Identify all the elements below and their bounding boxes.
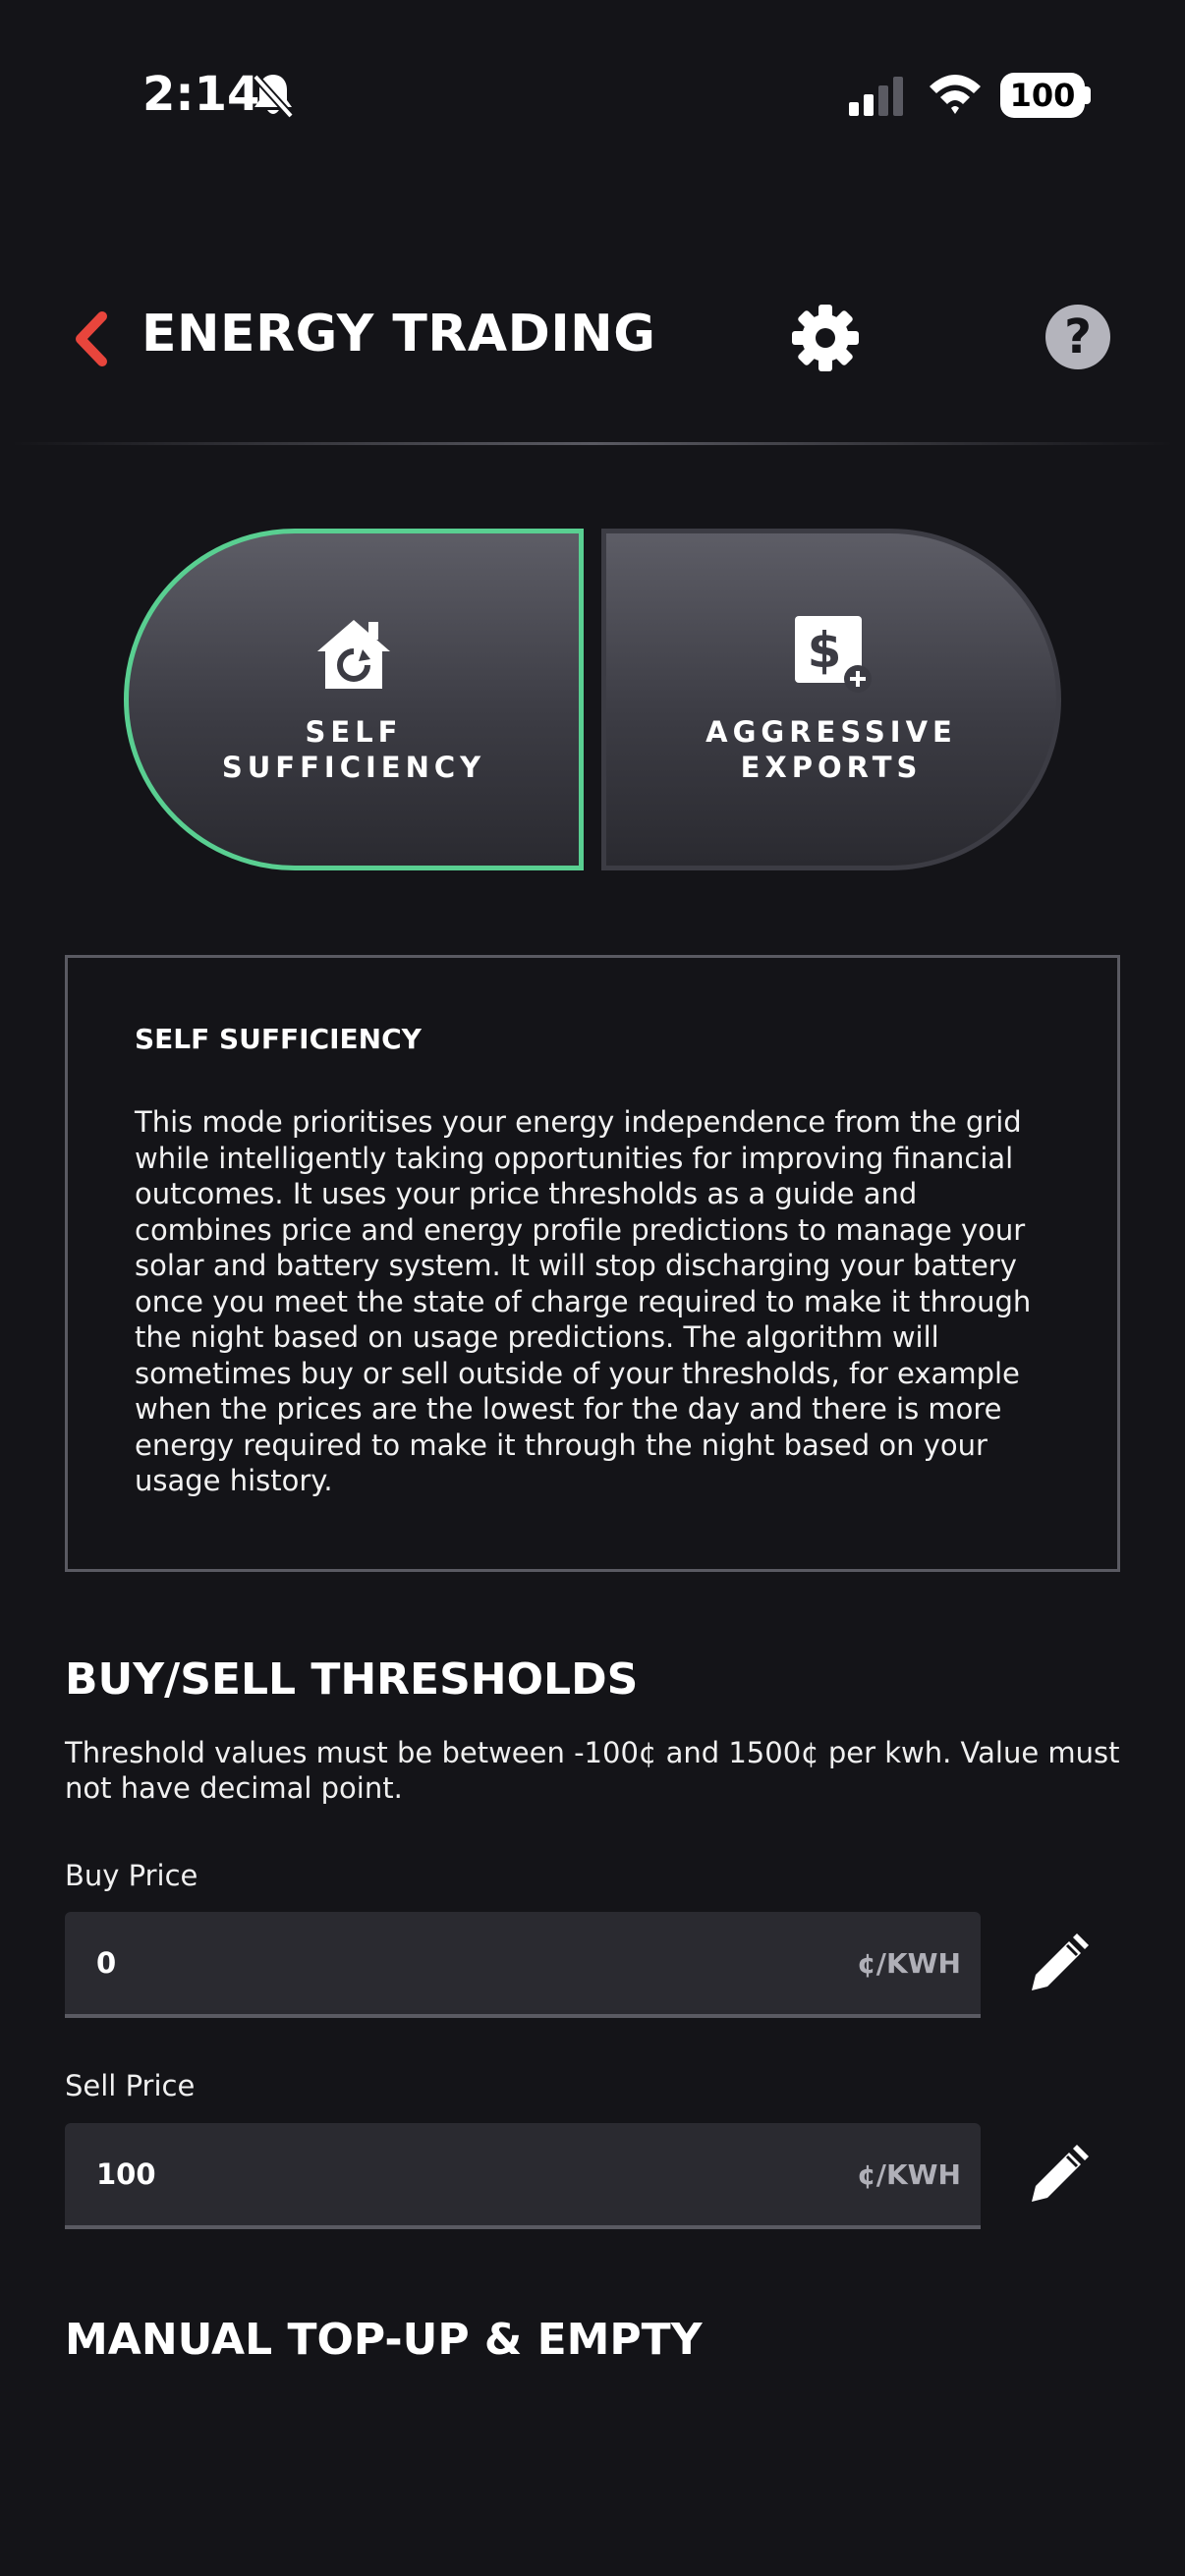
buy-price-unit: ¢/KWH [857, 1946, 961, 1980]
page-title: ENERGY TRADING [141, 305, 656, 364]
header-divider [10, 442, 1175, 445]
sell-price-field[interactable] [65, 2123, 981, 2229]
mode-description-card [65, 955, 1120, 1572]
thresholds-note: Threshold values must be between -100¢ and 1500¢ per kwh. Value must not have decimal point. [65, 1736, 1120, 1805]
house-refresh-icon [311, 614, 396, 693]
mode-aggressive-exports-button[interactable] [601, 529, 1061, 870]
sell-price-label: Sell Price [65, 2069, 196, 2102]
description-body: This mode prioritises your energy independence from the grid while intelligently taking opportunities for improving financial outcomes. It uses your price thresholds as a guide and combines price and energy profile predictions to manage your solar and battery system. It will stop discharging your battery once you meet the state of charge required to make it through the night based on usage predictions. The algorithm will sometimes buy or sell outside of your thresholds, for example when the prices are the lowest for the day and there is more energy required to make it through the night based on your usage history. [135, 1105, 1032, 1497]
sell-price-unit: ¢/KWH [857, 2157, 961, 2191]
chevron-left-icon[interactable] [71, 310, 110, 367]
wifi-icon [928, 71, 983, 118]
pencil-icon[interactable] [1028, 2145, 1089, 2206]
mode-label: AGGRESSIVE EXPORTS [705, 715, 957, 784]
description-title: SELF SUFFICIENCY [135, 1023, 422, 1055]
mode-label: SELF SUFFICIENCY [221, 715, 486, 784]
sell-price-value: 100 [96, 2157, 156, 2191]
thresholds-title: BUY/SELL THRESHOLDS [65, 1654, 639, 1705]
status-time: 2:14 [142, 67, 260, 122]
gear-icon[interactable] [788, 301, 863, 375]
cellular-signal-icon [847, 77, 906, 116]
battery-icon: 100 [1000, 73, 1085, 118]
help-button[interactable]: ? [1045, 305, 1110, 369]
battery-nub [1085, 86, 1091, 104]
buy-price-value: 0 [96, 1946, 117, 1980]
bell-slash-icon [250, 71, 297, 120]
pencil-icon[interactable] [1028, 1933, 1089, 1994]
buy-price-field[interactable] [65, 1912, 981, 2018]
buy-price-label: Buy Price [65, 1859, 198, 1892]
svg-text:$: $ [807, 622, 842, 679]
manual-section-title: MANUAL TOP-UP & EMPTY [65, 2315, 703, 2365]
mode-self-sufficiency-button[interactable] [124, 529, 584, 870]
dollar-plus-icon [789, 614, 874, 693]
